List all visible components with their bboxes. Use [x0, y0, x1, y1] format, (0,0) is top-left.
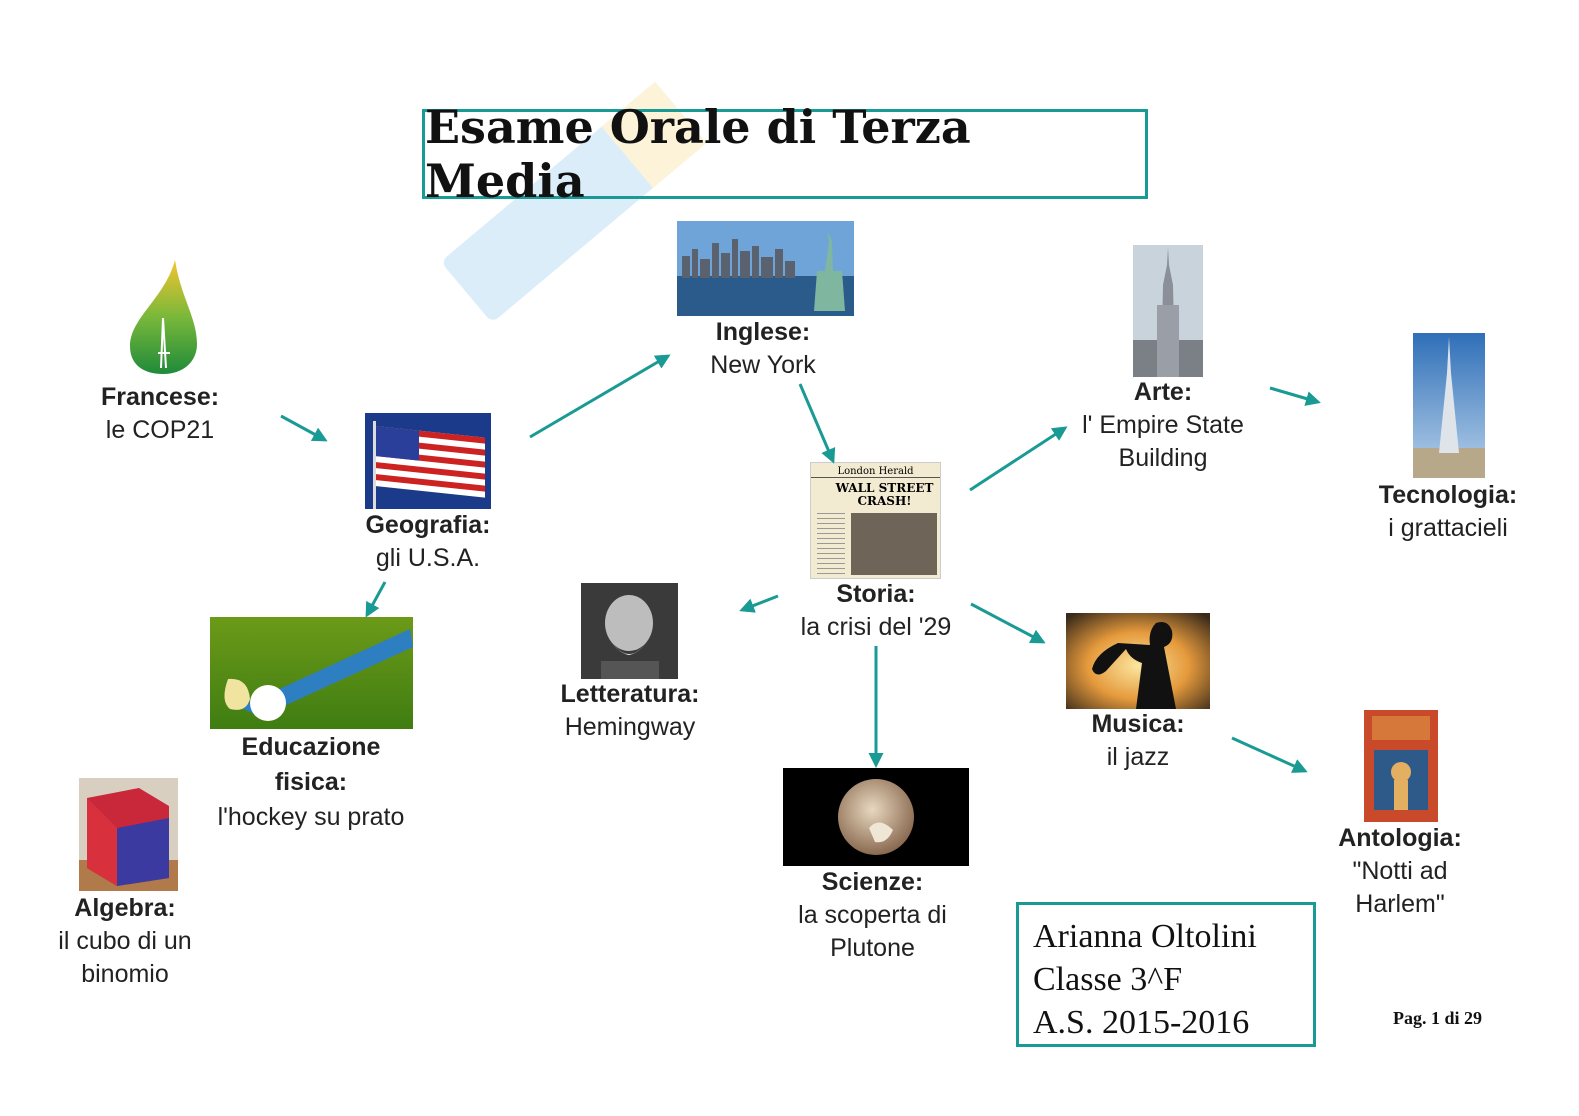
author-name: Arianna Oltolini — [1033, 918, 1257, 955]
educazione-subject: Educazione fisica: — [241, 733, 381, 796]
node-inglese — [663, 316, 863, 382]
node-antologia — [1305, 822, 1495, 921]
author-class: Classe 3^F — [1033, 961, 1183, 998]
node-francese — [60, 381, 260, 447]
scienze-topic: la scoperta di Plutone — [798, 901, 947, 962]
geografia-subject: Geografia: — [365, 511, 491, 539]
page-number: Pag. 1 di 29 — [1393, 1008, 1483, 1028]
arrow-francese-geografia — [281, 416, 325, 440]
arte-topic: l' Empire State Building — [1082, 411, 1244, 472]
node-scienze — [770, 866, 975, 965]
inglese-topic: New York — [710, 351, 816, 379]
antologia-topic: "Notti ad Harlem" — [1352, 857, 1448, 918]
storia-topic: la crisi del '29 — [800, 613, 952, 641]
arrow-storia-letteratura — [742, 596, 778, 610]
musica-subject: Musica: — [1091, 710, 1185, 738]
page-title: Esame Orale di Terza Media — [425, 100, 971, 208]
storia-subject: Storia: — [836, 580, 916, 608]
node-letteratura — [530, 678, 730, 744]
arte-subject: Arte: — [1133, 378, 1193, 406]
arrow-musica-antologia — [1232, 738, 1305, 771]
node-musica — [1038, 708, 1238, 774]
scienze-subject: Scienze: — [821, 868, 924, 896]
musica-topic: il jazz — [1106, 743, 1170, 771]
tecnologia-topic: i grattacieli — [1388, 514, 1508, 542]
node-storia — [776, 578, 976, 644]
educazione-topic: l'hockey su prato — [217, 803, 405, 831]
newspaper-masthead: London Herald — [811, 463, 940, 478]
inglese-subject: Inglese: — [715, 318, 811, 346]
arrow-storia-arte — [970, 428, 1065, 490]
letteratura-topic: Hemingway — [564, 713, 696, 741]
arrow-storia-musica — [971, 604, 1043, 642]
node-algebra — [30, 892, 220, 991]
arrow-inglese-storia — [800, 384, 833, 461]
node-tecnologia — [1338, 479, 1558, 545]
arrow-arte-tecnologia — [1270, 388, 1318, 402]
francese-topic: le COP21 — [105, 416, 215, 444]
algebra-subject: Algebra: — [74, 894, 176, 922]
author-box — [1016, 902, 1316, 1047]
letteratura-subject: Letteratura: — [560, 680, 700, 708]
node-educazione — [196, 730, 426, 835]
author-year: A.S. 2015-2016 — [1033, 1004, 1250, 1041]
algebra-topic: il cubo di un binomio — [58, 927, 192, 988]
antologia-subject: Antologia: — [1338, 824, 1462, 852]
tecnologia-subject: Tecnologia: — [1378, 481, 1518, 509]
node-geografia — [328, 509, 528, 575]
arrow-geografia-inglese — [530, 356, 668, 437]
arrow-geografia-educazione — [367, 582, 385, 615]
geografia-topic: gli U.S.A. — [375, 544, 481, 572]
newspaper-headline: WALL STREET CRASH! — [835, 481, 934, 508]
node-arte — [1063, 376, 1263, 475]
francese-subject: Francese: — [100, 383, 220, 411]
